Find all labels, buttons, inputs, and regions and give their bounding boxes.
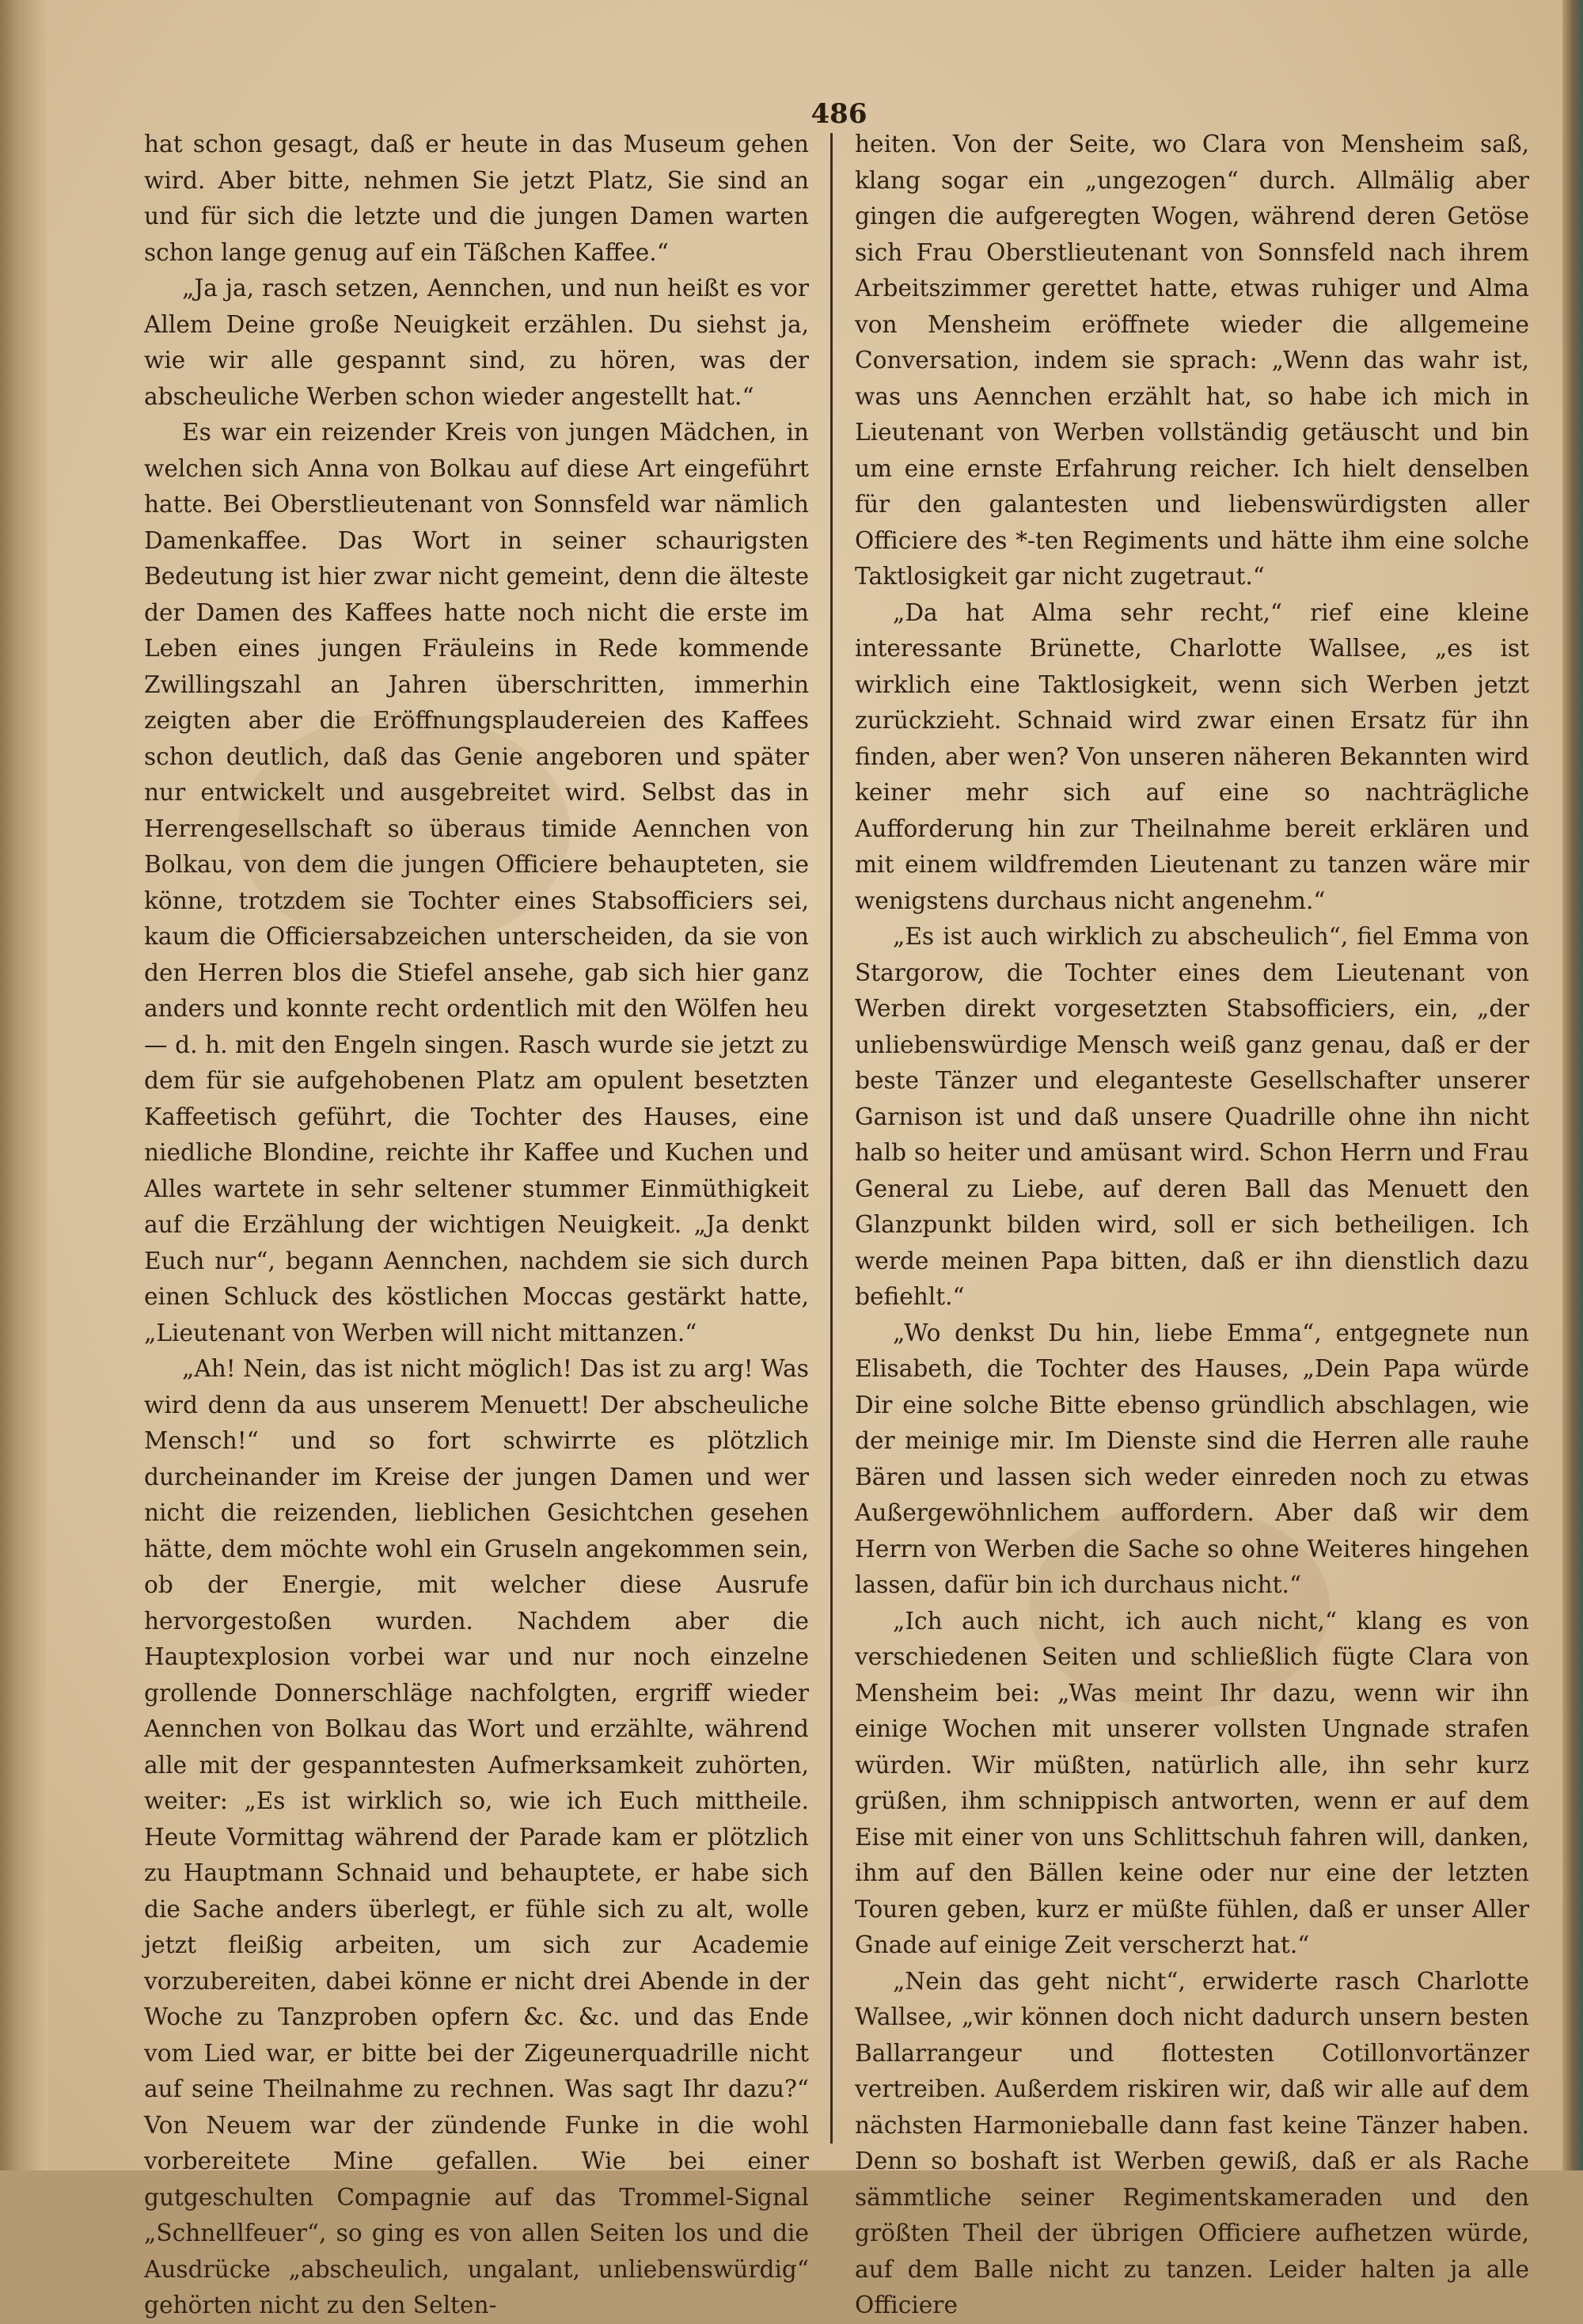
paragraph: „Da hat Alma sehr recht,“ rief eine kleine interessante Brünette, Charlotte Wallsee, „es ist wirklich eine Taktlosigkeit, wenn sich Werben jetzt zurückzieht. Schnaid wird zwar einen Ersatz für ihn finden, aber wen? Von unseren näheren Bekannten wird keiner mehr sich auf eine so nachträgliche Aufforderung hin zur Theilnahme bereit erklären und mit einem wildfremden Lieutenant zu tanzen wäre mir wenigstens durchaus nicht angenehm.“	[855, 598, 1529, 914]
right-text-column	[855, 127, 1529, 2318]
paragraph: „Ich auch nicht, ich auch nicht,“ klang es von verschiedenen Seiten und schließlich fügte Clara von Mensheim bei: „Was meint Ihr dazu, wenn wir ihn einige Wochen mit unserer vollsten Ungnade strafen würden. Wir müßten, natürlich alle, ihn sehr kurz grüßen, ihm schnippisch antworten, wenn er auf dem Eise mit einer von uns Schlittschuh fahren will, danken, ihm auf den Bällen keine oder nur eine der letzten Touren geben, kurz er müßte fühlen, daß er unser Aller Gnade auf einige Zeit verscherzt hat.“	[855, 1607, 1529, 1958]
paragraph: „Ja ja, rasch setzen, Aennchen, und nun heißt es vor Allem Deine große Neuigkeit erzählen. Du siehst ja, wie wir alle gespannt sind, zu hören, was der abscheuliche Werben schon wieder angestellt hat.“	[144, 275, 809, 410]
left-text-column	[144, 127, 809, 2318]
paragraph: „Nein das geht nicht“, erwiderte rasch Charlotte Wallsee, „wir können doch nicht dadurch unsern besten Ballarrangeur und flottesten Cotillonvortänzer vertreiben. Außerdem riskiren wir, daß wir alle auf dem nächsten Harmonieballe dann fast keine Tänzer haben. Denn so boshaft ist Werben gewiß, daß er als Rache sämmtliche seiner Regimentskameraden und den größten Theil der übrigen Officiere aufhetzen würde, auf dem Balle nicht zu tanzen. Leider halten ja alle Officiere	[855, 1967, 1529, 2318]
paragraph: „Wo denkst Du hin, liebe Emma“, entgegnete nun Elisabeth, die Tochter des Hauses, „Dein Papa würde Dir eine solche Bitte ebenso gründlich abschlagen, wie der meinige mir. Im Dienste sind die Herren alle rauhe Bären und lassen sich weder einreden noch zu etwas Außergewöhnlichem auffordern. Aber daß wir dem Herrn von Werben die Sache so ohne Weiteres hingehen lassen, dafür bin ich durchaus nicht.“	[855, 1319, 1529, 1598]
paragraph: „Ah! Nein, das ist nicht möglich! Das ist zu arg! Was wird denn da aus unserem Menuett! Der abscheuliche Mensch!“ und so fort schwirrte es plötzlich durcheinander im Kreise der jungen Damen und wer nicht die reizenden, lieblichen Gesichtchen gesehen hätte, dem möchte wohl ein Gruseln angekommen sein, ob der Energie, mit welcher diese Ausrufe hervorgestoßen wurden. Nachdem aber die Hauptexplosion vorbei war und nur noch einzelne grollende Donnerschläge nachfolgten, ergriff wieder Aennchen von Bolkau das Wort und erzählte, während alle mit der gespanntesten Aufmerksamkeit zuhörten, weiter: „Es ist wirklich so, wie ich Euch mittheile. Heute Vormittag während der Parade kam er plötzlich zu Hauptmann Schnaid und behauptete, er habe sich die Sache anders überlegt, er fühle sich zu alt, wolle jetzt fleißig arbeiten, um sich zur Academie vorzubereiten, dabei könne er nicht drei Abende in der Woche zu Tanzproben opfern &c. &c. und das Ende vom Lied war, er bitte bei der Zigeunerquadrille nicht auf seine Theilnahme zu rechnen. Was sagt Ihr dazu?“ Von Neuem war der zündende Funke in die wohl vorbereitete Mine gefallen. Wie bei einer gutgeschulten Compagnie auf das Trommel-Signal „Schnellfeuer“, so ging es von allen Seiten los und die Ausdrücke „abscheulich, ungalant, unliebenswürdig“ gehörten nicht zu den Selten-	[144, 1355, 809, 2318]
paragraph: Es war ein reizender Kreis von jungen Mädchen, in welchen sich Anna von Bolkau auf diese Art eingeführt hatte. Bei Oberstlieutenant von Sonnsfeld war nämlich Damenkaffee. Das Wort in seiner schaurigsten Bedeutung ist hier zwar nicht gemeint, denn die älteste der Damen des Kaffees hatte noch nicht die erste im Leben eines jungen Fräuleins in Rede kommende Zwillingszahl an Jahren überschritten, immerhin zeigten aber die Eröffnungsplaudereien des Kaffees schon deutlich, daß das Genie angeboren und später nur entwickelt und ausgebreitet wird. Selbst das in Herrengesellschaft so überaus timide Aennchen von Bolkau, von dem die jungen Officiere behaupteten, sie könne, trotzdem sie Tochter eines Stabsofficiers sei, kaum die Officiersabzeichen unterscheiden, da sie von den Herren blos die Stiefel ansehe, gab sich hier ganz anders und konnte recht ordentlich mit den Wölfen heu— d. h. mit den Engeln singen. Rasch wurde sie jetzt zu dem für sie aufgehobenen Platz am opulent besetzten Kaffeetisch geführt, die Tochter des Hauses, eine niedliche Blondine, reichte ihr Kaffee und Kuchen und Alles wartete in sehr seltener stummer Einmüthigkeit auf die Erzählung der wichtigen Neuigkeit. „Ja denkt Euch nur“, begann Aennchen, nachdem sie sich durch einen Schluck des köstlichen Moccas gestärkt hatte, „Lieutenant von Werben will nicht mittanzen.“	[144, 419, 809, 1346]
paragraph: heiten. Von der Seite, wo Clara von Mensheim saß, klang sogar ein „ungezogen“ durch. Allmälig aber gingen die aufgeregten Wogen, während deren Getöse sich Frau Oberstlieutenant von Sonnsfeld nach ihrem Arbeitszimmer gerettet hatte, etwas ruhiger und Alma von Mensheim eröffnete wieder die allgemeine Conversation, indem sie sprach: „Wenn das wahr ist, was uns Aennchen erzählt hat, so habe ich mich in Lieutenant von Werben vollständig getäuscht und bin um eine ernste Erfahrung reicher. Ich hielt denselben für den galantesten und liebenswürdigsten aller Officiere des *-ten Regiments und hätte ihm eine solche Taktlosigkeit gar nicht zugetraut.“	[855, 131, 1529, 590]
paragraph: hat schon gesagt, daß er heute in das Museum gehen wird. Aber bitte, nehmen Sie jetzt Platz, Sie sind an und für sich die letzte und die jungen Damen warten schon lange genug auf ein Täßchen Kaffee.“	[144, 131, 809, 266]
page-number: 486	[810, 98, 867, 130]
column-divider	[830, 133, 833, 2144]
page-left-edge-shadow	[0, 0, 47, 2170]
paragraph: „Es ist auch wirklich zu abscheulich“, fiel Emma von Stargorow, die Tochter eines dem Lieutenant von Werben direkt vorgesetzten Stabsofficiers, ein, „der unliebenswürdige Mensch weiß ganz genau, daß er der beste Tänzer und eleganteste Gesellschafter unserer Garnison ist und daß unsere Quadrille ohne ihn nicht halb so heiter und amüsant wird. Schon Herrn und Frau General zu Liebe, auf deren Ball das Menuett den Glanzpunkt bilden wird, soll er sich betheiligen. Ich werde meinen Papa bitten, daß er ihn dienstlich dazu befiehlt.“	[855, 923, 1529, 1310]
book-binding-edge	[1562, 0, 1583, 2170]
